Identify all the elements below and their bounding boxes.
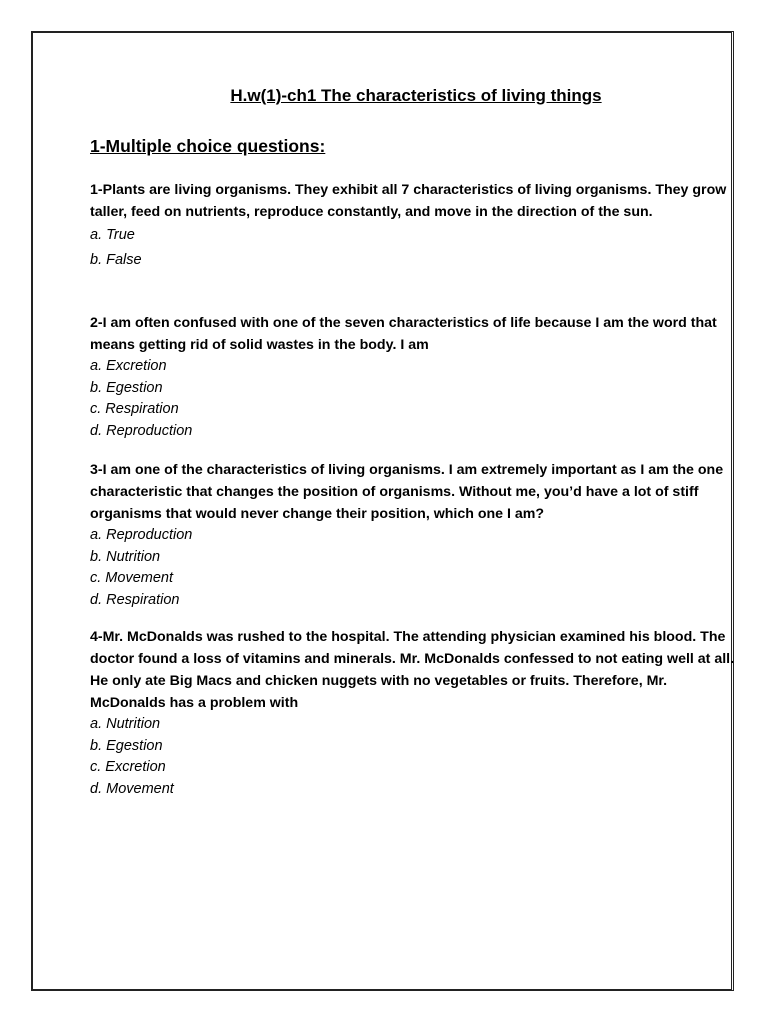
question-2 [90, 312, 738, 442]
answer-option: a. Excretion [90, 358, 167, 374]
answer-option: b. Egestion [90, 737, 163, 754]
answer-option: a. Reproduction [90, 527, 193, 543]
document-title: H.w(1)-ch1 The characteristics of living things [230, 86, 602, 105]
answer-option: a. Nutrition [90, 716, 161, 732]
question-4 [90, 626, 738, 800]
question-3 [90, 459, 738, 611]
answer-option: c. Respiration [90, 401, 179, 417]
answer-options [90, 714, 738, 800]
answer-option: b. Nutrition [90, 548, 161, 565]
answer-option: b. False [90, 251, 142, 268]
question-text: 2-I am often confused with one of the seven characteristics of life because I am the word that means getting rid of solid wastes in the body. I am [90, 315, 717, 353]
answer-option: d. Respiration [90, 591, 180, 608]
answer-option: c. Movement [90, 570, 173, 586]
answer-option: a. True [90, 227, 135, 243]
section-title: 1-Multiple choice questions: [90, 136, 326, 156]
question-text: 3-I am one of the characteristics of living organisms. I am extremely important as I am the one characteristic that changes the position of organisms. Without me, you’d have a lot of stiff organisms that would never change their position, which one I am? [90, 462, 724, 522]
answer-option: c. Excretion [90, 759, 166, 775]
answer-option: b. Egestion [90, 379, 163, 396]
question-1 [90, 179, 738, 272]
answer-options [90, 223, 738, 272]
question-text: 4-Mr. McDonalds was rushed to the hospital. The attending physician examined his blood. The doctor found a loss of vitamins and minerals. Mr. McDonalds confessed to not eating well at all. He only ate Big Macs and chicken nuggets with no vegetables or fruits. Therefore, Mr. McDonalds has a problem with [90, 629, 735, 711]
answer-options [90, 356, 738, 442]
answer-option: d. Reproduction [90, 422, 193, 439]
answer-option: d. Movement [90, 780, 174, 797]
answer-options [90, 525, 738, 611]
question-text: 1-Plants are living organisms. They exhibit all 7 characteristics of living organisms. They grow taller, feed on nutrients, reproduce constantly, and move in the direction of the sun. [90, 182, 727, 220]
